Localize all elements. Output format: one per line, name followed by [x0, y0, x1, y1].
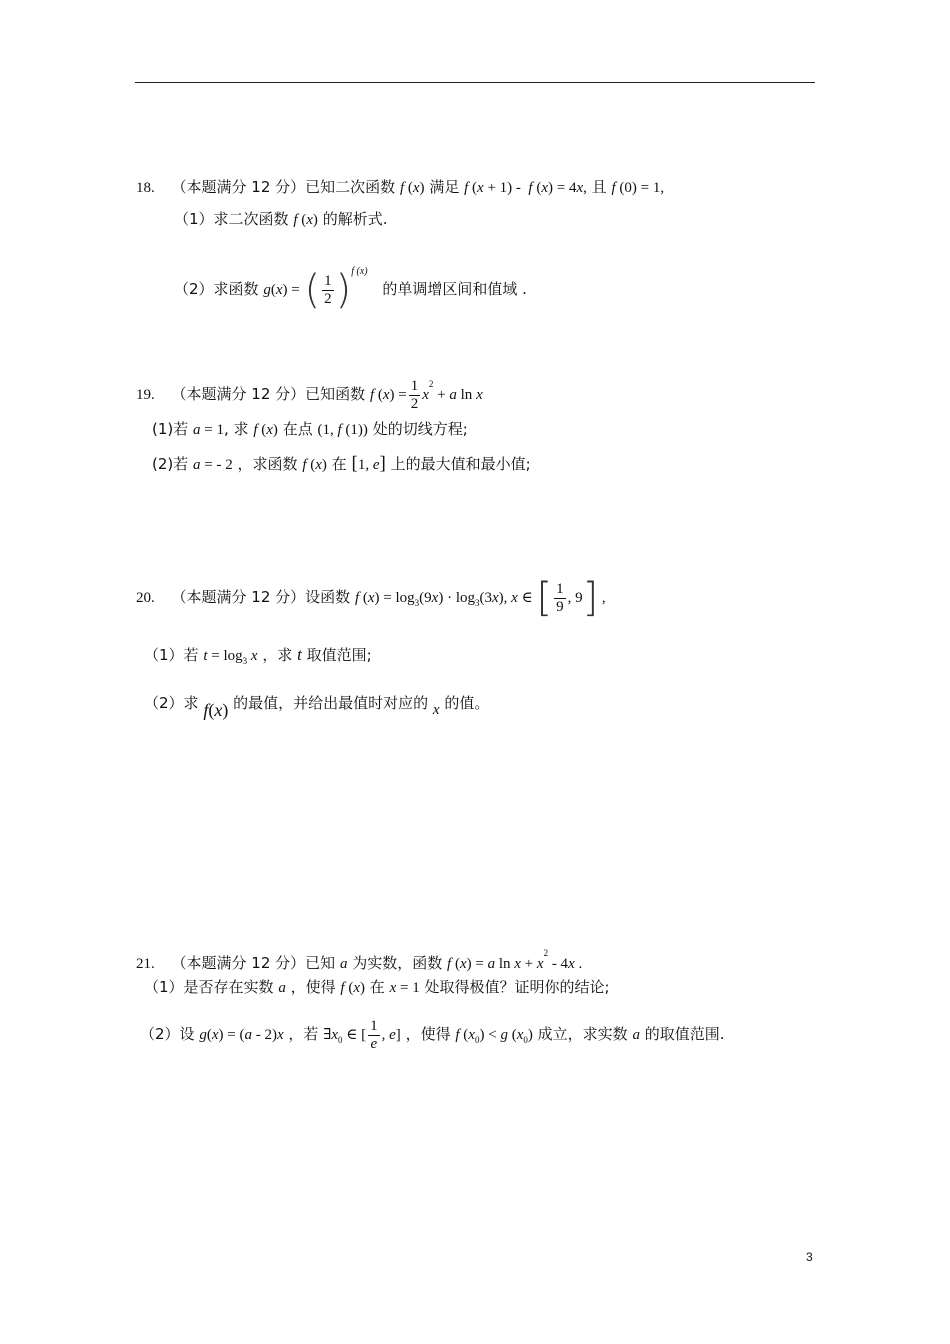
q21-part1: （1）是否存在实数 a ，使得 f (x) 在 x = 1 处取得极值？证明你的结论; [144, 978, 610, 996]
header-rule [135, 82, 815, 83]
q20-part1-b: ，求 [262, 646, 293, 664]
q21-part2-b: ，若 [288, 1025, 319, 1043]
q19-number: 19. [136, 387, 155, 403]
q20-part2-label: （2）求 [144, 694, 199, 712]
q20-line: 20. （本题满分 12 分）设函数 f $(x) = \log_3(9x) \cdot \log_3(3x)$, x ∈ [ $\frac{1}{9}$ , 9] , [136, 575, 606, 621]
q20-part1: （1）若 $t = \log_3 x$ ，求 t 取值范围; [144, 645, 372, 666]
q21-line: 21. （本题满分 12 分）已知 a 为实数，函数 f (x) = a $\ln x + x^2 - 4x$ . [136, 948, 583, 972]
q21-heading: （本题满分 12 分）已知 [171, 954, 336, 972]
q20-part1-c: 取值范围; [306, 646, 372, 664]
q20-part1-label: （1）若 [144, 646, 199, 664]
q21-part2: （2）设 g(x) = (a - 2)x ，若 $\exists x_0$ ∈ [ $\frac{1}{e}$ , e] ，使得 f $(x_0) < g$ $(x_0)$ 成立，求实数 a 的取值范围. [140, 1017, 725, 1052]
q20-fraction: $\frac{1}{9}$ [556, 580, 564, 615]
q21-part1-b: ，使得 [290, 978, 336, 996]
q21-fraction: $\frac{1}{e}$ [370, 1017, 378, 1052]
q19-part1-b: , 求 [224, 420, 249, 438]
q19-part2-label: (2)若 [152, 455, 189, 473]
page-number: 3 [806, 1250, 813, 1264]
q19-line: 19. （本题满分 12 分）已知函数 f (x) = $\frac{1}{2}$ $x^2 + a$ ln x [136, 377, 483, 412]
q18-part1: （1）求二次函数 f (x) 的解析式. [174, 210, 388, 228]
q21-part2-d: 成立，求实数 [537, 1025, 628, 1043]
q19-part1-label: (1)若 [152, 420, 189, 438]
q21-number: 21. [136, 956, 155, 972]
q18-heading: （本题满分 12 分）已知二次函数 [171, 178, 396, 196]
q18-part2: （2）求函数 g(x) = ( $\frac{1}{2}$ )$^{f (x)}$ 的单调增区间和值域 . [174, 266, 527, 313]
q21-part2-e: 的取值范围. [644, 1025, 725, 1043]
q21-part2-label: （2）设 [140, 1025, 195, 1043]
q20-part2-c: 的值。 [444, 694, 490, 712]
q18-and-text: 且 [591, 178, 607, 196]
q19-part2-d: 上的最大值和最小值; [390, 455, 531, 473]
q20-heading: （本题满分 12 分）设函数 [171, 588, 351, 606]
q18-part1-text: （1）求二次函数 [174, 210, 289, 228]
q20-number: 20. [136, 590, 155, 606]
q18-fx: f [399, 180, 405, 196]
q19-part1-c: 在点 [282, 420, 313, 438]
q19-part1: (1)若 a = 1, 求 f (x) 在点 (1, f (1)) 处的切线方程; [152, 420, 468, 438]
q19-heading: （本题满分 12 分）已知函数 [171, 385, 366, 403]
q18-part2-tail: 的单调增区间和值域 . [382, 280, 527, 298]
q18-line: 18. （本题满分 12 分）已知二次函数 f (x) 满足 f (x + 1) - f (x) = 4x, 且 f (0) = 1, [136, 178, 665, 196]
q21-part2-c: ，使得 [405, 1025, 451, 1043]
q18-mid-text: 满足 [429, 178, 460, 196]
q19-part1-d: 处的切线方程; [372, 420, 468, 438]
q19-fraction: $\frac{1}{2}$ [410, 377, 419, 412]
q20-part2: （2）求 f(x) 的最值，并给出最值时对应的 x 的值。 [144, 694, 490, 720]
q19-part2-c: 在 [331, 455, 347, 473]
q19-part2: (2)若 a = - 2 ，求函数 f (x) 在 [1, e] 上的最大值和最小值; [152, 453, 531, 474]
q18-part1-tail: 的解析式. [322, 210, 388, 228]
q21-part1-label: （1）是否存在实数 [144, 978, 274, 996]
q18-number: 18. [136, 180, 155, 196]
q21-part1-c: 在 [369, 978, 385, 996]
half-fraction: $\frac{1}{2}$ [324, 272, 332, 307]
q20-part2-b: 的最值，并给出最值时对应的 [233, 694, 429, 712]
q18-part2-text: （2）求函数 [174, 280, 259, 298]
q19-part2-b: ，求函数 [237, 455, 298, 473]
q21-part1-d: 处取得极值？证明你的结论; [424, 978, 610, 996]
q21-heading-b: 为实数，函数 [352, 954, 443, 972]
